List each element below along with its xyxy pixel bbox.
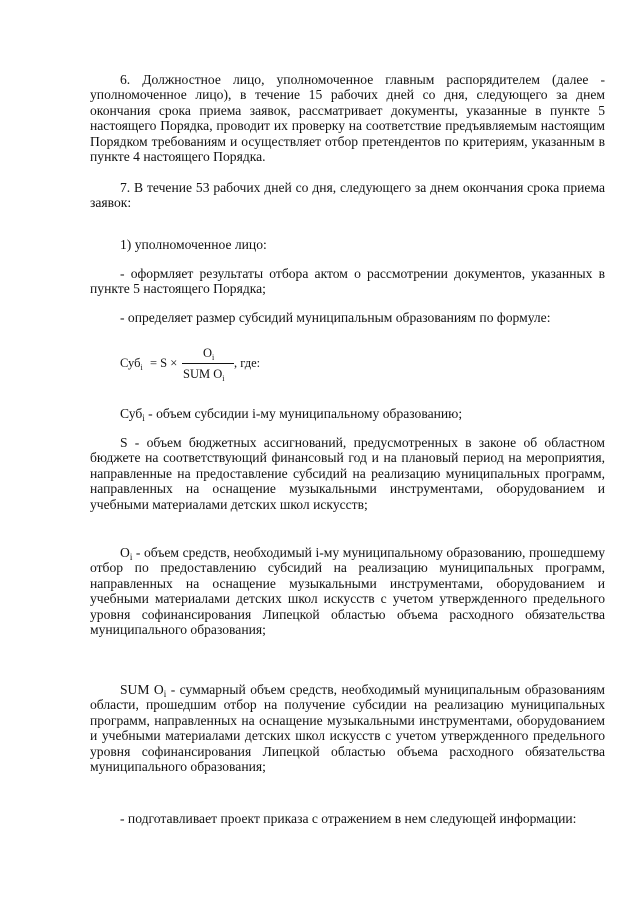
dash-item-order-draft: - подготавливает проект приказа с отражением в нем следующей информации: [120,811,577,826]
fraction-bar [182,363,234,364]
dash-item-formula-intro: - определяет размер субсидий муниципальным образованиям по формуле: [120,310,551,325]
formula-equals-s: = S × [150,356,178,370]
definition-sub: Суб$_i$ - объем субсидии i-му муниципальному образованию; [120,406,463,423]
formula-denominator: SUM $O_i$ [183,367,225,383]
paragraph-7-item-1: 1) уполномоченное лицо: [120,237,267,252]
formula-suffix: , где: [234,356,261,370]
definition-o: $O_i$ - объем средств, необходимый i-му муниципальному образованию, прошедшему отбор по предоставлению субсидий на реализацию муниципальных программ, направленных на оснащение музыкальными инструментами, оборудованием и учебными материалами детских школ искусств с учетом утвержденного предельного уровня софинансирования Липецкой областью объема расходного обязательства муниципального образования; [90,545,605,638]
definition-sum-o: SUM $O_i$ - суммарный объем средств, необходимый муниципальным образованиям области, прошедшим отбор на получение субсидии на реализацию муниципальных программ, направленных на оснащение музыкальными инструментами, оборудованием и учебными материалами детских школ искусств с учетом утвержденного предельного уровня софинансирования Липецкой областью объема расходного обязательства муниципального образования; [90,682,605,775]
dash-item-act: - оформляет результаты отбора актом о рассмотрении документов, указанных в пункте 5 настоящего Порядка; [90,266,605,297]
definition-s: S - объем бюджетных ассигнований, предусмотренных в законе об областном бюджете на соответствующий финансовый год и на плановый период на мероприятия, направленные на предоставление субсидий на реализацию муниципальных программ, направленных на оснащение музыкальными инструментами, оборудованием и учебными материалами детских школ искусств; [90,435,605,512]
formula-lhs: Суб$_i$ [120,356,143,372]
paragraph-7: 7. В течение 53 рабочих дней со дня, следующего за днем окончания срока приема заявок: [90,180,605,211]
paragraph-6: 6. Должностное лицо, уполномоченное главным распорядителем (далее - уполномоченное лицо), в течение 15 рабочих дней со дня, следующего за днем окончания срока приема заявок, рассматривает документы, указанные в пункте 5 настоящего Порядка, проводит их проверку на соответствие предъявляемым настоящим Порядком требованиям и осуществляет отбор претендентов по критериям, указанным в пункте 4 настоящего Порядка. [90,72,605,165]
formula-numerator: $O_i$ [203,346,215,362]
